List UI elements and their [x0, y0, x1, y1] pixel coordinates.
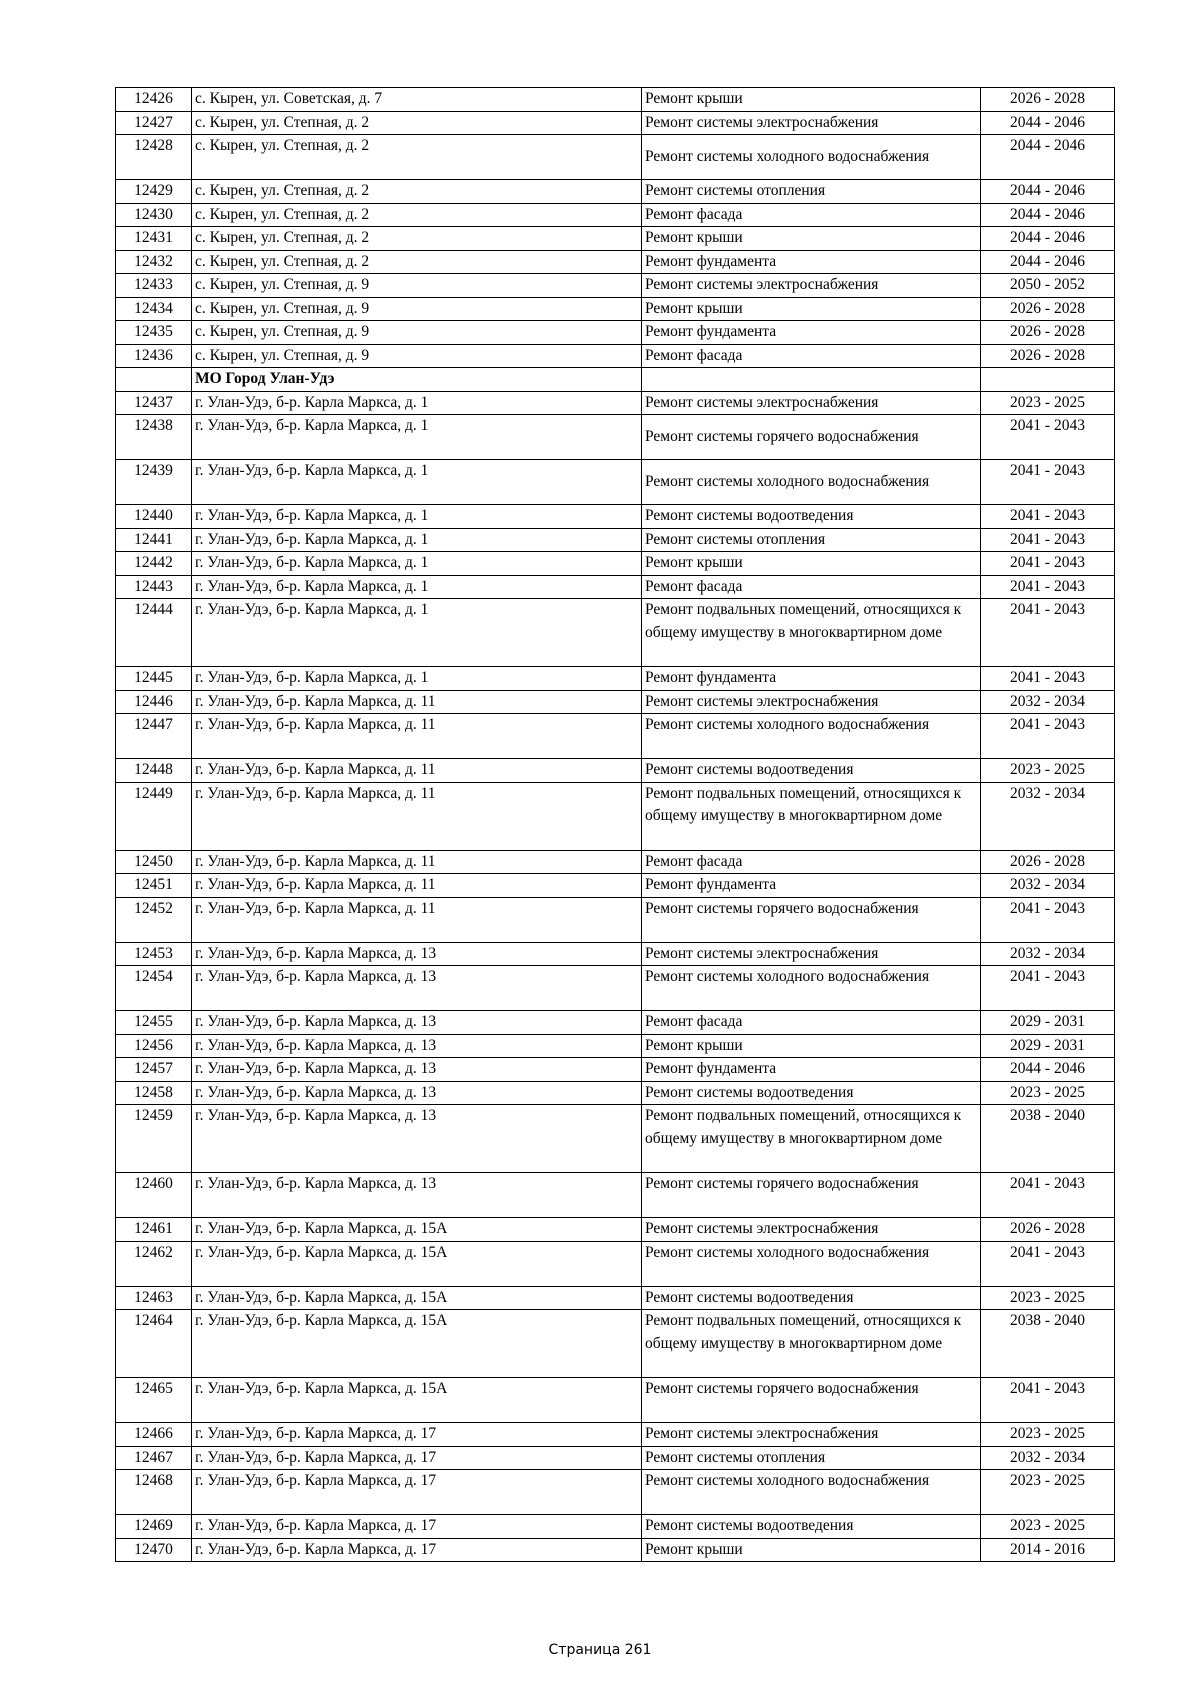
table-row	[116, 714, 1115, 759]
table-row	[116, 897, 1115, 942]
row-period: 2041 - 2043	[981, 1241, 1115, 1286]
row-number: 12443	[116, 575, 192, 599]
table-row	[116, 1241, 1115, 1286]
row-work-type: Ремонт фасада	[642, 344, 981, 368]
row-address: г. Улан-Удэ, б-р. Карла Маркса, д. 1	[192, 528, 642, 552]
row-work-type: Ремонт системы водоотведения	[642, 505, 981, 529]
row-number: 12456	[116, 1034, 192, 1058]
row-period: 2041 - 2043	[981, 528, 1115, 552]
table-row	[116, 575, 1115, 599]
row-work-type: Ремонт фундамента	[642, 667, 981, 691]
row-address: г. Улан-Удэ, б-р. Карла Маркса, д. 15А	[192, 1378, 642, 1423]
table-row	[116, 690, 1115, 714]
row-period: 2023 - 2025	[981, 759, 1115, 783]
row-work-type: Ремонт крыши	[642, 1034, 981, 1058]
table-row	[116, 227, 1115, 251]
row-number: 12439	[116, 460, 192, 505]
table-row	[116, 344, 1115, 368]
row-work-type: Ремонт системы холодного водоснабжения	[642, 135, 981, 180]
row-address: г. Улан-Удэ, б-р. Карла Маркса, д. 1	[192, 552, 642, 576]
table-row	[116, 391, 1115, 415]
row-number: 12451	[116, 874, 192, 898]
row-period: 2044 - 2046	[981, 203, 1115, 227]
row-period: 2029 - 2031	[981, 1011, 1115, 1035]
row-work-type: Ремонт системы электроснабжения	[642, 274, 981, 298]
section-row	[116, 368, 1115, 392]
row-work-type: Ремонт системы холодного водоснабжения	[642, 714, 981, 759]
table-row	[116, 1011, 1115, 1035]
row-period: 2023 - 2025	[981, 391, 1115, 415]
row-period: 2041 - 2043	[981, 552, 1115, 576]
table-row	[116, 1218, 1115, 1242]
row-period: 2044 - 2046	[981, 1058, 1115, 1082]
row-period: 2041 - 2043	[981, 667, 1115, 691]
row-work-type: Ремонт системы отопления	[642, 1446, 981, 1470]
row-address: г. Улан-Удэ, б-р. Карла Маркса, д. 1	[192, 575, 642, 599]
row-period: 2041 - 2043	[981, 714, 1115, 759]
row-number: 12457	[116, 1058, 192, 1082]
row-address: МО Город Улан-Удэ	[192, 368, 642, 392]
row-work-type: Ремонт системы холодного водоснабжения	[642, 1241, 981, 1286]
row-work-type: Ремонт фасада	[642, 575, 981, 599]
table-row	[116, 1378, 1115, 1423]
row-work-type: Ремонт крыши	[642, 88, 981, 112]
row-number: 12438	[116, 415, 192, 460]
row-number	[116, 368, 192, 392]
row-address: г. Улан-Удэ, б-р. Карла Маркса, д. 1	[192, 667, 642, 691]
row-number: 12462	[116, 1241, 192, 1286]
table-row	[116, 1515, 1115, 1539]
row-address: с. Кырен, ул. Степная, д. 2	[192, 250, 642, 274]
row-address: с. Кырен, ул. Степная, д. 2	[192, 135, 642, 180]
table-row	[116, 874, 1115, 898]
row-address: г. Улан-Удэ, б-р. Карла Маркса, д. 13	[192, 1173, 642, 1218]
row-period: 2032 - 2034	[981, 782, 1115, 850]
row-address: г. Улан-Удэ, б-р. Карла Маркса, д. 1	[192, 415, 642, 460]
row-period: 2026 - 2028	[981, 88, 1115, 112]
table-row	[116, 782, 1115, 850]
table-row	[116, 250, 1115, 274]
row-number: 12432	[116, 250, 192, 274]
row-address: г. Улан-Удэ, б-р. Карла Маркса, д. 13	[192, 1058, 642, 1082]
row-work-type: Ремонт фундамента	[642, 250, 981, 274]
table-row	[116, 1286, 1115, 1310]
row-work-type: Ремонт системы холодного водоснабжения	[642, 460, 981, 505]
row-number: 12453	[116, 942, 192, 966]
row-address: г. Улан-Удэ, б-р. Карла Маркса, д. 11	[192, 874, 642, 898]
table-row	[116, 667, 1115, 691]
row-work-type: Ремонт фундамента	[642, 1058, 981, 1082]
row-address: г. Улан-Удэ, б-р. Карла Маркса, д. 13	[192, 942, 642, 966]
row-address: с. Кырен, ул. Степная, д. 2	[192, 111, 642, 135]
row-period: 2023 - 2025	[981, 1423, 1115, 1447]
row-work-type: Ремонт системы электроснабжения	[642, 111, 981, 135]
row-address: г. Улан-Удэ, б-р. Карла Маркса, д. 11	[192, 690, 642, 714]
row-work-type: Ремонт фасада	[642, 203, 981, 227]
row-work-type: Ремонт системы водоотведения	[642, 1515, 981, 1539]
row-number: 12452	[116, 897, 192, 942]
row-work-type: Ремонт системы электроснабжения	[642, 1423, 981, 1447]
row-period: 2029 - 2031	[981, 1034, 1115, 1058]
row-work-type: Ремонт фундамента	[642, 874, 981, 898]
row-address: г. Улан-Удэ, б-р. Карла Маркса, д. 17	[192, 1515, 642, 1539]
row-number: 12463	[116, 1286, 192, 1310]
row-address: с. Кырен, ул. Степная, д. 9	[192, 274, 642, 298]
row-number: 12433	[116, 274, 192, 298]
row-number: 12464	[116, 1310, 192, 1378]
row-number: 12469	[116, 1515, 192, 1539]
row-number: 12430	[116, 203, 192, 227]
table-row	[116, 1470, 1115, 1515]
table-row	[116, 966, 1115, 1011]
row-address: г. Улан-Удэ, б-р. Карла Маркса, д. 17	[192, 1470, 642, 1515]
row-work-type: Ремонт системы электроснабжения	[642, 690, 981, 714]
row-number: 12428	[116, 135, 192, 180]
row-work-type: Ремонт системы отопления	[642, 180, 981, 204]
row-number: 12441	[116, 528, 192, 552]
row-period: 2038 - 2040	[981, 1310, 1115, 1378]
table-row	[116, 321, 1115, 345]
row-work-type: Ремонт подвальных помещений, относящихся к общему имуществу в многоквартирном доме	[642, 1310, 981, 1378]
row-address: г. Улан-Удэ, б-р. Карла Маркса, д. 15А	[192, 1241, 642, 1286]
row-work-type: Ремонт системы холодного водоснабжения	[642, 1470, 981, 1515]
row-number: 12426	[116, 88, 192, 112]
row-number: 12431	[116, 227, 192, 251]
table-row	[116, 111, 1115, 135]
row-work-type: Ремонт системы горячего водоснабжения	[642, 1378, 981, 1423]
row-number: 12442	[116, 552, 192, 576]
row-address: с. Кырен, ул. Советская, д. 7	[192, 88, 642, 112]
row-address: с. Кырен, ул. Степная, д. 9	[192, 344, 642, 368]
row-period: 2041 - 2043	[981, 575, 1115, 599]
row-address: г. Улан-Удэ, б-р. Карла Маркса, д. 15А	[192, 1218, 642, 1242]
row-work-type: Ремонт крыши	[642, 297, 981, 321]
row-address: г. Улан-Удэ, б-р. Карла Маркса, д. 11	[192, 759, 642, 783]
row-address: г. Улан-Удэ, б-р. Карла Маркса, д. 17	[192, 1423, 642, 1447]
row-period: 2026 - 2028	[981, 321, 1115, 345]
row-period: 2044 - 2046	[981, 250, 1115, 274]
table-row	[116, 552, 1115, 576]
row-address: г. Улан-Удэ, б-р. Карла Маркса, д. 15А	[192, 1286, 642, 1310]
table-row	[116, 1058, 1115, 1082]
row-period: 2044 - 2046	[981, 135, 1115, 180]
table-row	[116, 1423, 1115, 1447]
row-number: 12454	[116, 966, 192, 1011]
table-row	[116, 942, 1115, 966]
row-period: 2032 - 2034	[981, 874, 1115, 898]
row-work-type: Ремонт крыши	[642, 552, 981, 576]
row-work-type: Ремонт системы горячего водоснабжения	[642, 1173, 981, 1218]
row-number: 12459	[116, 1105, 192, 1173]
row-period: 2044 - 2046	[981, 227, 1115, 251]
table-row	[116, 135, 1115, 180]
row-number: 12427	[116, 111, 192, 135]
row-number: 12444	[116, 599, 192, 667]
table-row	[116, 505, 1115, 529]
row-number: 12440	[116, 505, 192, 529]
row-work-type: Ремонт системы горячего водоснабжения	[642, 897, 981, 942]
row-number: 12458	[116, 1081, 192, 1105]
row-period: 2023 - 2025	[981, 1081, 1115, 1105]
row-work-type	[642, 368, 981, 392]
row-period: 2041 - 2043	[981, 460, 1115, 505]
row-number: 12447	[116, 714, 192, 759]
row-number: 12435	[116, 321, 192, 345]
row-period: 2023 - 2025	[981, 1470, 1115, 1515]
table-row	[116, 88, 1115, 112]
row-address: г. Улан-Удэ, б-р. Карла Маркса, д. 1	[192, 391, 642, 415]
row-work-type: Ремонт подвальных помещений, относящихся к общему имуществу в многоквартирном доме	[642, 599, 981, 667]
row-address: г. Улан-Удэ, б-р. Карла Маркса, д. 11	[192, 782, 642, 850]
row-period: 2023 - 2025	[981, 1286, 1115, 1310]
row-number: 12446	[116, 690, 192, 714]
row-address: г. Улан-Удэ, б-р. Карла Маркса, д. 13	[192, 1105, 642, 1173]
works-table-body	[116, 88, 1115, 1562]
row-period: 2044 - 2046	[981, 180, 1115, 204]
row-period: 2026 - 2028	[981, 1218, 1115, 1242]
row-period: 2026 - 2028	[981, 297, 1115, 321]
table-row	[116, 415, 1115, 460]
row-period: 2026 - 2028	[981, 850, 1115, 874]
row-number: 12470	[116, 1538, 192, 1562]
table-row	[116, 1173, 1115, 1218]
row-address: г. Улан-Удэ, б-р. Карла Маркса, д. 15А	[192, 1310, 642, 1378]
row-period: 2041 - 2043	[981, 1173, 1115, 1218]
row-period: 2041 - 2043	[981, 415, 1115, 460]
table-row	[116, 759, 1115, 783]
row-address: г. Улан-Удэ, б-р. Карла Маркса, д. 17	[192, 1446, 642, 1470]
row-address: г. Улан-Удэ, б-р. Карла Маркса, д. 13	[192, 1034, 642, 1058]
row-address: г. Улан-Удэ, б-р. Карла Маркса, д. 13	[192, 966, 642, 1011]
row-period: 2032 - 2034	[981, 690, 1115, 714]
row-work-type: Ремонт системы водоотведения	[642, 1286, 981, 1310]
row-number: 12460	[116, 1173, 192, 1218]
row-work-type: Ремонт крыши	[642, 1538, 981, 1562]
row-period: 2041 - 2043	[981, 966, 1115, 1011]
row-number: 12437	[116, 391, 192, 415]
row-work-type: Ремонт подвальных помещений, относящихся к общему имуществу в многоквартирном доме	[642, 782, 981, 850]
row-period: 2041 - 2043	[981, 897, 1115, 942]
row-address: г. Улан-Удэ, б-р. Карла Маркса, д. 11	[192, 897, 642, 942]
row-work-type: Ремонт подвальных помещений, относящихся к общему имуществу в многоквартирном доме	[642, 1105, 981, 1173]
row-work-type: Ремонт фасада	[642, 850, 981, 874]
row-address: г. Улан-Удэ, б-р. Карла Маркса, д. 1	[192, 460, 642, 505]
row-work-type: Ремонт фундамента	[642, 321, 981, 345]
row-work-type: Ремонт системы электроснабжения	[642, 1218, 981, 1242]
row-address: г. Улан-Удэ, б-р. Карла Маркса, д. 11	[192, 850, 642, 874]
row-period: 2032 - 2034	[981, 1446, 1115, 1470]
row-period: 2041 - 2043	[981, 505, 1115, 529]
row-number: 12449	[116, 782, 192, 850]
table-row	[116, 297, 1115, 321]
table-row	[116, 850, 1115, 874]
row-number: 12448	[116, 759, 192, 783]
row-period: 2044 - 2046	[981, 111, 1115, 135]
table-row	[116, 1081, 1115, 1105]
table-row	[116, 1446, 1115, 1470]
row-period: 2026 - 2028	[981, 344, 1115, 368]
row-number: 12461	[116, 1218, 192, 1242]
row-period: 2032 - 2034	[981, 942, 1115, 966]
row-number: 12429	[116, 180, 192, 204]
row-period: 2038 - 2040	[981, 1105, 1115, 1173]
row-period	[981, 368, 1115, 392]
row-address: с. Кырен, ул. Степная, д. 2	[192, 227, 642, 251]
table-row	[116, 1034, 1115, 1058]
row-work-type: Ремонт системы водоотведения	[642, 1081, 981, 1105]
row-address: с. Кырен, ул. Степная, д. 9	[192, 321, 642, 345]
row-address: с. Кырен, ул. Степная, д. 2	[192, 203, 642, 227]
row-period: 2041 - 2043	[981, 1378, 1115, 1423]
row-work-type: Ремонт системы водоотведения	[642, 759, 981, 783]
table-row	[116, 274, 1115, 298]
row-address: с. Кырен, ул. Степная, д. 9	[192, 297, 642, 321]
row-number: 12465	[116, 1378, 192, 1423]
row-address: г. Улан-Удэ, б-р. Карла Маркса, д. 1	[192, 599, 642, 667]
row-number: 12466	[116, 1423, 192, 1447]
row-number: 12450	[116, 850, 192, 874]
row-number: 12468	[116, 1470, 192, 1515]
row-number: 12434	[116, 297, 192, 321]
table-row	[116, 460, 1115, 505]
row-period: 2023 - 2025	[981, 1515, 1115, 1539]
row-address: г. Улан-Удэ, б-р. Карла Маркса, д. 17	[192, 1538, 642, 1562]
row-address: г. Улан-Удэ, б-р. Карла Маркса, д. 13	[192, 1011, 642, 1035]
row-address: г. Улан-Удэ, б-р. Карла Маркса, д. 11	[192, 714, 642, 759]
works-table	[115, 87, 1115, 1562]
row-work-type: Ремонт фасада	[642, 1011, 981, 1035]
row-number: 12467	[116, 1446, 192, 1470]
page-number: Страница 261	[548, 1642, 652, 1658]
table-row	[116, 1538, 1115, 1562]
row-period: 2041 - 2043	[981, 599, 1115, 667]
table-row	[116, 203, 1115, 227]
row-number: 12445	[116, 667, 192, 691]
row-address: г. Улан-Удэ, б-р. Карла Маркса, д. 1	[192, 505, 642, 529]
row-number: 12436	[116, 344, 192, 368]
row-work-type: Ремонт системы электроснабжения	[642, 942, 981, 966]
row-address: с. Кырен, ул. Степная, д. 2	[192, 180, 642, 204]
table-row	[116, 180, 1115, 204]
row-work-type: Ремонт системы холодного водоснабжения	[642, 966, 981, 1011]
table-row	[116, 1310, 1115, 1378]
table-row	[116, 599, 1115, 667]
row-work-type: Ремонт системы электроснабжения	[642, 391, 981, 415]
row-period: 2014 - 2016	[981, 1538, 1115, 1562]
row-work-type: Ремонт крыши	[642, 227, 981, 251]
row-address: г. Улан-Удэ, б-р. Карла Маркса, д. 13	[192, 1081, 642, 1105]
row-number: 12455	[116, 1011, 192, 1035]
row-work-type: Ремонт системы горячего водоснабжения	[642, 415, 981, 460]
row-work-type: Ремонт системы отопления	[642, 528, 981, 552]
table-row	[116, 1105, 1115, 1173]
row-period: 2050 - 2052	[981, 274, 1115, 298]
table-row	[116, 528, 1115, 552]
